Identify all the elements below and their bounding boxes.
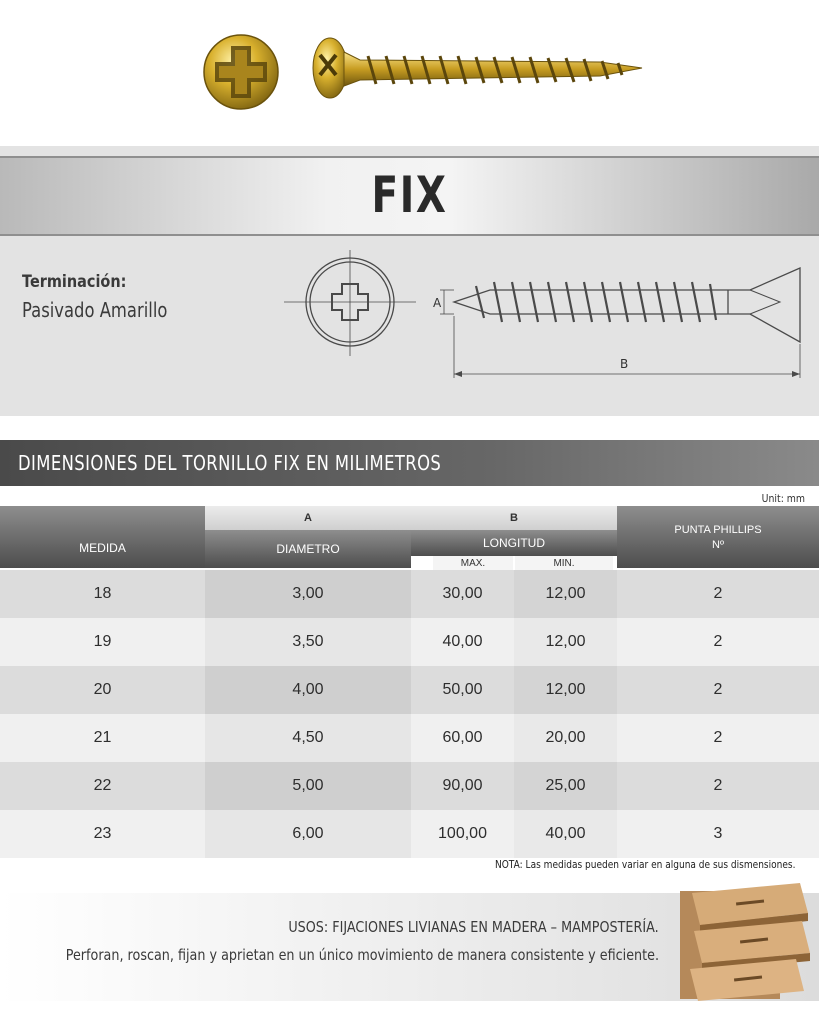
termination-value: Pasivado Amarillo xyxy=(22,298,168,322)
label-a: A xyxy=(433,296,442,310)
header-a-label: A xyxy=(205,506,411,530)
header-max: MAX. xyxy=(433,556,513,571)
table-row xyxy=(0,666,819,714)
screw-head-photo xyxy=(204,35,278,109)
cell-max: 30,00 xyxy=(411,570,514,618)
cell-medida: 20 xyxy=(0,666,205,714)
termination-label: Terminación: xyxy=(22,272,127,292)
cell-medida: 21 xyxy=(0,714,205,762)
screw-side-photo xyxy=(313,38,642,98)
product-title: FIX xyxy=(371,166,448,224)
usage-footer xyxy=(0,893,819,1001)
table-row xyxy=(0,810,819,858)
title-bar xyxy=(0,156,819,236)
cell-diametro: 5,00 xyxy=(205,762,411,810)
header-group-a xyxy=(205,506,411,568)
cell-max: 40,00 xyxy=(411,618,514,666)
drawers-photo-icon xyxy=(672,883,812,1001)
cell-medida: 22 xyxy=(0,762,205,810)
table-row xyxy=(0,762,819,810)
table-row xyxy=(0,618,819,666)
cell-max: 100,00 xyxy=(411,810,514,858)
title-section xyxy=(0,146,819,416)
header-punta xyxy=(617,506,819,568)
cell-diametro: 4,00 xyxy=(205,666,411,714)
cell-max: 90,00 xyxy=(411,762,514,810)
cell-diametro: 6,00 xyxy=(205,810,411,858)
cell-punta: 2 xyxy=(617,570,819,618)
cell-medida: 23 xyxy=(0,810,205,858)
cell-max: 50,00 xyxy=(411,666,514,714)
cell-min: 12,00 xyxy=(514,618,617,666)
dimensions-heading-bar xyxy=(0,440,819,486)
header-medida-label: MEDIDA xyxy=(79,541,126,555)
cell-diametro: 4,50 xyxy=(205,714,411,762)
header-diametro xyxy=(205,530,411,568)
unit-label: Unit: mm xyxy=(761,492,805,505)
cell-min: 12,00 xyxy=(514,666,617,714)
header-diametro-label: DIAMETRO xyxy=(276,542,340,556)
header-group-b xyxy=(411,506,617,568)
cell-min: 40,00 xyxy=(514,810,617,858)
header-punta-line2: Nº xyxy=(712,538,724,551)
table-row xyxy=(0,570,819,618)
header-punta-line1: PUNTA PHILLIPS xyxy=(674,523,762,536)
cell-punta: 2 xyxy=(617,714,819,762)
cell-max: 60,00 xyxy=(411,714,514,762)
cell-diametro: 3,50 xyxy=(205,618,411,666)
cell-diametro: 3,00 xyxy=(205,570,411,618)
dimensions-heading: DIMENSIONES DEL TORNILLO FIX EN MILIMETROS xyxy=(18,451,442,475)
header-longitud-label: LONGITUD xyxy=(482,536,545,550)
cell-punta: 3 xyxy=(617,810,819,858)
screw-photo-icon xyxy=(0,0,819,140)
cell-punta: 2 xyxy=(617,666,819,714)
screw-technical-drawing-icon xyxy=(280,246,810,391)
cell-punta: 2 xyxy=(617,762,819,810)
cell-min: 20,00 xyxy=(514,714,617,762)
header-b-label: B xyxy=(411,506,617,530)
cell-medida: 19 xyxy=(0,618,205,666)
cell-punta: 2 xyxy=(617,618,819,666)
cell-min: 12,00 xyxy=(514,570,617,618)
header-medida xyxy=(0,506,205,568)
usos-text: USOS: FIJACIONES LIVIANAS EN MADERA – MAMPOSTERÍA. xyxy=(288,918,659,936)
table-row xyxy=(0,714,819,762)
cell-medida: 18 xyxy=(0,570,205,618)
cell-min: 25,00 xyxy=(514,762,617,810)
label-b: B xyxy=(620,357,629,371)
header-longitud xyxy=(411,530,617,556)
product-photos xyxy=(0,0,819,140)
usage-description: Perforan, roscan, fijan y aprietan en un único movimiento de manera consistente y eficiente. xyxy=(65,946,659,964)
nota-text: NOTA: Las medidas pueden variar en alguna de sus dismensiones. xyxy=(494,858,795,871)
header-min: MIN. xyxy=(515,556,613,571)
